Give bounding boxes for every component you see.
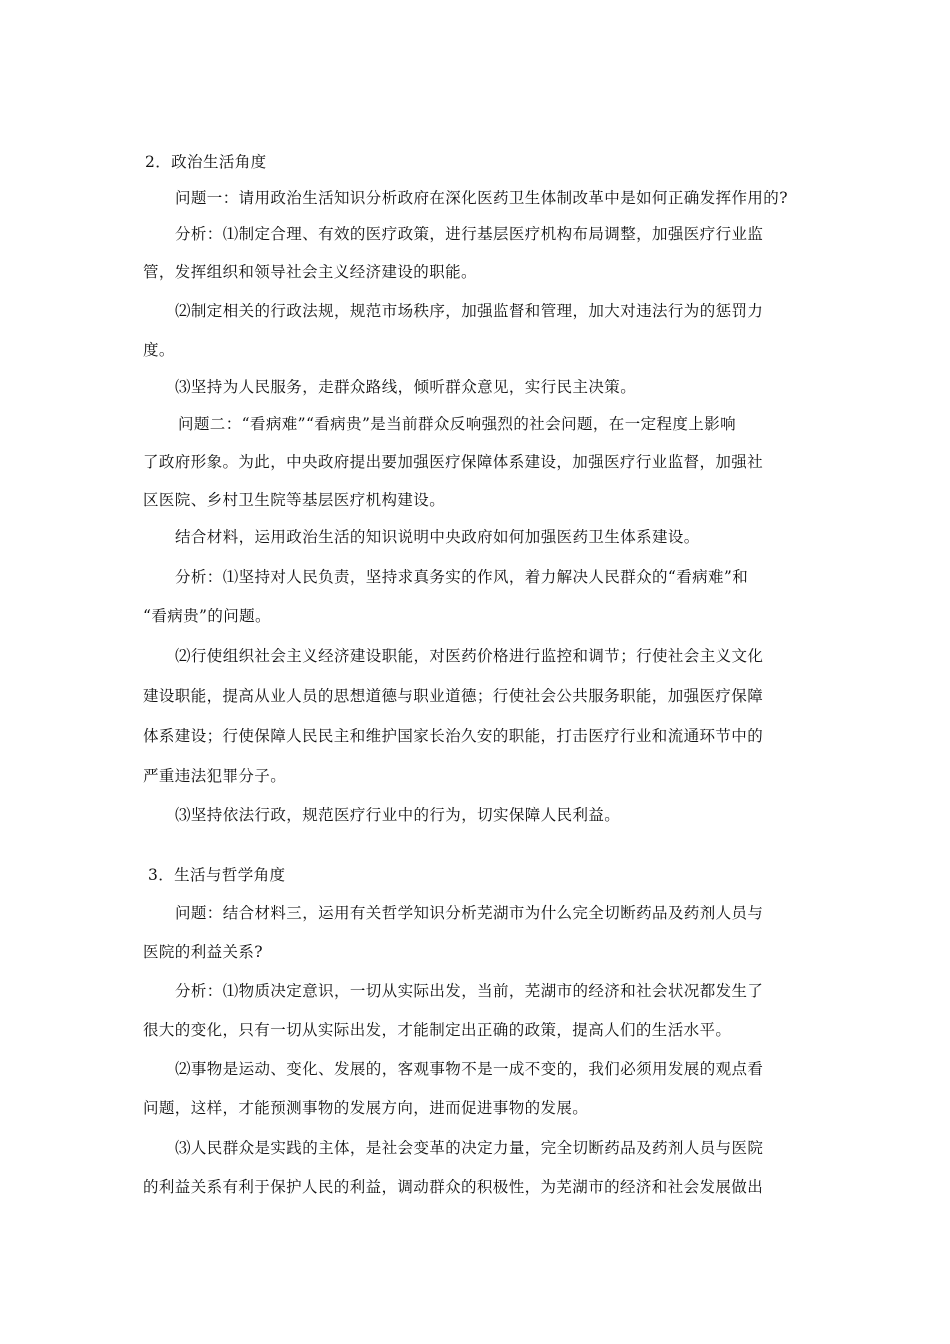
analysis-1-point-3: ⑶坚持为人民服务，走群众路线，倾听群众意见，实行民主决策。 xyxy=(175,378,637,396)
analysis-2-point-2: 体系建设；行使保障人民民主和维护国家长治久安的职能，打击医疗行业和流通环节中的 xyxy=(143,727,764,745)
analysis-3-text: 很大的变化，只有一切从实际出发，才能制定出正确的政策，提高人们的生活水平。 xyxy=(143,1021,732,1039)
analysis-1-point-2: 度。 xyxy=(143,341,175,359)
question-2-text: 了政府形象。为此，中央政府提出要加强医疗保障体系建设，加强医疗行业监督，加强社 xyxy=(143,453,764,471)
analysis-2-point-2: 严重违法犯罪分子。 xyxy=(143,767,287,785)
analysis-2-point-2: ⑵行使组织社会主义经济建设职能，对医药价格进行监控和调节；行使社会主义文化 xyxy=(175,647,764,665)
question-2-text: 问题二：“看病难”“看病贵”是当前群众反响强烈的社会问题，在一定程度上影响 xyxy=(178,415,736,433)
analysis-1-text: 管，发挥组织和领导社会主义经济建设的职能。 xyxy=(143,263,477,281)
section-3-heading: 3．生活与哲学角度 xyxy=(148,866,286,884)
analysis-3-text: 分析：⑴物质决定意识，一切从实际出发，当前，芜湖市的经济和社会状况都发生了 xyxy=(175,982,764,1000)
analysis-1-point-2: ⑵制定相关的行政法规，规范市场秩序，加强监督和管理，加大对违法行为的惩罚力 xyxy=(175,302,764,320)
question-2-prompt: 结合材料，运用政治生活的知识说明中央政府如何加强医药卫生体系建设。 xyxy=(175,528,700,546)
analysis-1-text: 分析：⑴制定合理、有效的医疗政策，进行基层医疗机构布局调整，加强医疗行业监 xyxy=(175,225,764,243)
question-3-text: 医院的利益关系? xyxy=(143,943,264,961)
section-2-heading: 2．政治生活角度 xyxy=(145,153,267,171)
question-2-text: 区医院、乡村卫生院等基层医疗机构建设。 xyxy=(143,491,446,509)
analysis-3-point-2: 问题，这样，才能预测事物的发展方向，进而促进事物的发展。 xyxy=(143,1099,589,1117)
analysis-2-point-3: ⑶坚持依法行政，规范医疗行业中的行为，切实保障人民利益。 xyxy=(175,806,621,824)
question-1-text: 问题一：请用政治生活知识分析政府在深化医药卫生体制改革中是如何正确发挥作用的? xyxy=(175,189,788,207)
analysis-2-point-2: 建设职能，提高从业人员的思想道德与职业道德；行使社会公共服务职能，加强医疗保障 xyxy=(143,687,764,705)
analysis-3-point-3: ⑶人民群众是实践的主体，是社会变革的决定力量，完全切断药品及药剂人员与医院 xyxy=(175,1139,764,1157)
question-3-text: 问题：结合材料三，运用有关哲学知识分析芜湖市为什么完全切断药品及药剂人员与 xyxy=(175,904,764,922)
analysis-3-point-2: ⑵事物是运动、变化、发展的，客观事物不是一成不变的，我们必须用发展的观点看 xyxy=(175,1060,764,1078)
analysis-2-text: 分析：⑴坚持对人民负责，坚持求真务实的作风，着力解决人民群众的“看病难”和 xyxy=(175,568,749,586)
analysis-3-point-3: 的利益关系有利于保护人民的利益，调动群众的积极性，为芜湖市的经济和社会发展做出 xyxy=(143,1178,764,1196)
analysis-2-text: “看病贵”的问题。 xyxy=(143,607,271,625)
